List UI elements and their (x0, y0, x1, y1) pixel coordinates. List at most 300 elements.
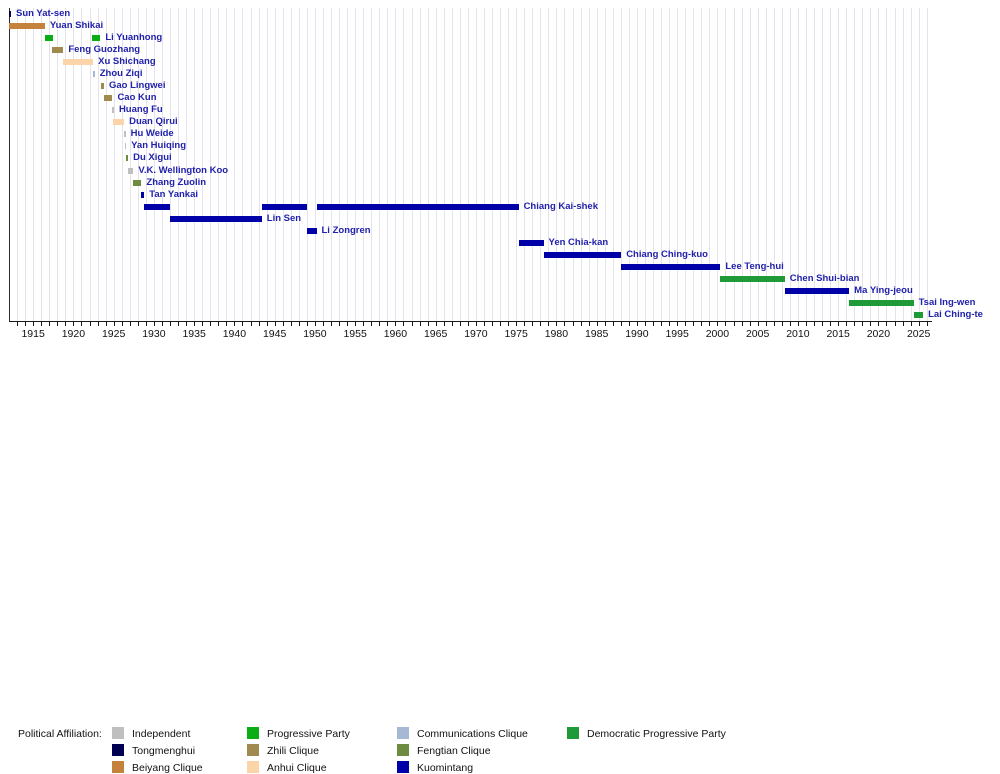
axis-tick (122, 322, 123, 326)
axis-tick (275, 322, 276, 326)
year-gridline (355, 8, 356, 321)
axis-tick (822, 322, 823, 326)
axis-tick (468, 322, 469, 326)
year-gridline (911, 8, 912, 321)
year-gridline (734, 8, 735, 321)
leader-label: Du Xigui (133, 152, 172, 164)
axis-tick (444, 322, 445, 326)
axis-tick (693, 322, 694, 326)
term-bar (307, 228, 316, 234)
axis-tick (65, 322, 66, 326)
term-bar (133, 180, 141, 186)
year-gridline (886, 8, 887, 321)
axis-tick (774, 322, 775, 326)
axis-tick-label: 1945 (262, 328, 287, 340)
term-bar (92, 35, 100, 41)
axis-tick (508, 322, 509, 326)
year-gridline (363, 8, 364, 321)
leader-label: Feng Guozhang (68, 44, 141, 56)
axis-tick (589, 322, 590, 326)
axis-tick (315, 322, 316, 326)
axis-tick (202, 322, 203, 326)
axis-tick (862, 322, 863, 326)
axis-tick (677, 322, 678, 326)
leader-label: Chiang Ching-kuo (626, 248, 708, 260)
year-gridline (613, 8, 614, 321)
axis-tick (299, 322, 300, 326)
legend-swatch-fengtian (397, 744, 409, 756)
axis-tick (476, 322, 477, 326)
year-gridline (33, 8, 34, 321)
axis-tick (854, 322, 855, 326)
axis-tick (242, 322, 243, 326)
year-gridline (49, 8, 50, 321)
year-gridline (371, 8, 372, 321)
legend-swatch-tongmenghui (112, 744, 124, 756)
term-bar (126, 155, 128, 161)
year-gridline (25, 8, 26, 321)
axis-tick (331, 322, 332, 326)
axis-tick (81, 322, 82, 326)
year-gridline (903, 8, 904, 321)
axis-tick (725, 322, 726, 326)
leader-label: Gao Lingwei (108, 80, 166, 92)
axis-tick (734, 322, 735, 326)
legend-label-dpp: Democratic Progressive Party (587, 728, 726, 740)
axis-tick (210, 322, 211, 326)
leader-label: Hu Weide (130, 128, 174, 140)
term-bar (144, 204, 169, 210)
year-gridline (387, 8, 388, 321)
axis-tick (564, 322, 565, 326)
axis-tick (146, 322, 147, 326)
year-gridline (669, 8, 670, 321)
axis-tick-label: 2010 (786, 328, 810, 340)
axis-tick (911, 322, 912, 326)
axis-tick-label: 2000 (705, 328, 730, 340)
leader-label: Duan Qirui (129, 116, 178, 128)
year-gridline (57, 8, 58, 321)
leader-label: Lin Sen (266, 212, 302, 224)
year-gridline (774, 8, 775, 321)
year-gridline (283, 8, 284, 321)
year-gridline (436, 8, 437, 321)
plot-left-border (9, 8, 10, 321)
plot-area (0, 0, 1000, 360)
axis-tick (33, 322, 34, 326)
axis-tick (516, 322, 517, 326)
year-gridline (709, 8, 710, 321)
leader-label: V.K. Wellington Koo (138, 164, 229, 176)
legend-swatch-independent (112, 727, 124, 739)
year-gridline (259, 8, 260, 321)
axis-tick-label: 1970 (464, 328, 488, 340)
axis-tick (790, 322, 791, 326)
axis-tick (291, 322, 292, 326)
year-gridline (444, 8, 445, 321)
term-bar (519, 240, 544, 246)
axis-tick (154, 322, 155, 326)
axis-tick-label: 1940 (222, 328, 247, 340)
axis-tick-label: 2025 (906, 328, 931, 340)
axis-tick-label: 1935 (182, 328, 206, 340)
year-gridline (524, 8, 525, 321)
year-gridline (267, 8, 268, 321)
axis-tick (717, 322, 718, 326)
leader-label: Chen Shui-bian (789, 272, 860, 284)
axis-tick (106, 322, 107, 326)
axis-tick-label: 1920 (61, 328, 86, 340)
axis-tick-label: 1975 (504, 328, 528, 340)
term-bar (52, 47, 63, 53)
year-gridline (927, 8, 928, 321)
axis-tick (492, 322, 493, 326)
axis-tick (621, 322, 622, 326)
term-bar (128, 168, 133, 174)
year-gridline (299, 8, 300, 321)
year-gridline (589, 8, 590, 321)
year-gridline (17, 8, 18, 321)
leader-label: Lai Ching-te (928, 308, 983, 320)
year-gridline (323, 8, 324, 321)
axis-tick-label: 2015 (826, 328, 850, 340)
legend-label-kuomintang: Kuomintang (417, 762, 474, 774)
leader-label: Li Zongren (321, 224, 371, 236)
term-bar (124, 131, 126, 137)
axis-tick (798, 322, 799, 326)
year-gridline (573, 8, 574, 321)
year-gridline (420, 8, 421, 321)
axis-tick (597, 322, 598, 326)
year-gridline (750, 8, 751, 321)
axis-tick (661, 322, 662, 326)
axis-tick (830, 322, 831, 326)
year-gridline (251, 8, 252, 321)
legend-title: Political Affiliation: (18, 728, 102, 740)
year-gridline (693, 8, 694, 321)
term-bar (9, 11, 11, 17)
axis-tick (412, 322, 413, 326)
axis-tick (838, 322, 839, 326)
year-gridline (508, 8, 509, 321)
term-bar (113, 119, 124, 125)
leader-label: Zhou Ziqi (99, 68, 143, 80)
year-gridline (347, 8, 348, 321)
axis-tick (927, 322, 928, 326)
term-bar (112, 107, 114, 113)
axis-tick (886, 322, 887, 326)
legend-swatch-progressive (247, 727, 259, 739)
axis-tick (878, 322, 879, 326)
axis-tick (259, 322, 260, 326)
axis-tick (307, 322, 308, 326)
year-gridline (460, 8, 461, 321)
term-bar (93, 71, 95, 77)
year-gridline (605, 8, 606, 321)
term-bar (63, 59, 93, 65)
term-bar (720, 276, 784, 282)
year-gridline (870, 8, 871, 321)
leader-label: Huang Fu (118, 104, 163, 116)
axis-tick (186, 322, 187, 326)
legend-label-independent: Independent (132, 728, 191, 740)
year-gridline (637, 8, 638, 321)
axis-tick (613, 322, 614, 326)
legend-label-tongmenghui: Tongmenghui (132, 745, 196, 757)
axis-tick (814, 322, 815, 326)
axis-tick-label: 2005 (745, 328, 770, 340)
axis-tick-label: 1995 (665, 328, 689, 340)
term-bar (125, 143, 127, 149)
axis-tick (234, 322, 235, 326)
axis-tick-label: 1915 (21, 328, 45, 340)
year-gridline (331, 8, 332, 321)
legend-swatch-beiyang (112, 761, 124, 773)
term-bar (914, 312, 923, 318)
term-bar (544, 252, 622, 258)
axis-tick (17, 322, 18, 326)
leader-label: Ma Ying-jeou (854, 284, 913, 296)
year-gridline (412, 8, 413, 321)
axis-tick (484, 322, 485, 326)
axis-tick (629, 322, 630, 326)
axis-tick (49, 322, 50, 326)
axis-tick (98, 322, 99, 326)
axis-tick (371, 322, 372, 326)
year-gridline (742, 8, 743, 321)
axis-tick (178, 322, 179, 326)
legend-swatch-communications (397, 727, 409, 739)
axis-tick-label: 1950 (303, 328, 327, 340)
year-gridline (428, 8, 429, 321)
axis-tick (540, 322, 541, 326)
year-gridline (621, 8, 622, 321)
axis-tick (806, 322, 807, 326)
year-gridline (548, 8, 549, 321)
term-bar (45, 35, 53, 41)
term-bar (262, 204, 307, 210)
legend-label-progressive: Progressive Party (267, 728, 350, 740)
year-gridline (895, 8, 896, 321)
axis-tick (870, 322, 871, 326)
axis-tick-label: 1955 (343, 328, 367, 340)
term-bar (141, 192, 144, 198)
year-gridline (540, 8, 541, 321)
axis-tick (653, 322, 654, 326)
axis-tick (194, 322, 195, 326)
legend-label-zhili: Zhili Clique (267, 745, 319, 757)
year-gridline (685, 8, 686, 321)
axis-tick-label: 1990 (625, 328, 649, 340)
year-gridline (339, 8, 340, 321)
axis-tick (895, 322, 896, 326)
axis-tick (701, 322, 702, 326)
axis-tick-label: 1930 (142, 328, 166, 340)
term-bar (9, 23, 45, 29)
axis-tick (436, 322, 437, 326)
year-gridline (556, 8, 557, 321)
axis-tick (90, 322, 91, 326)
axis-tick (41, 322, 42, 326)
term-bar (317, 204, 519, 210)
leader-label: Xu Shichang (98, 56, 156, 68)
legend-label-beiyang: Beiyang Clique (132, 762, 203, 774)
year-gridline (65, 8, 66, 321)
leader-label: Yuan Shikai (49, 20, 104, 32)
axis-tick (251, 322, 252, 326)
year-gridline (234, 8, 235, 321)
year-gridline (275, 8, 276, 321)
x-axis-line (9, 321, 932, 322)
legend-label-fengtian: Fengtian Clique (417, 745, 491, 757)
year-gridline (661, 8, 662, 321)
axis-tick (428, 322, 429, 326)
year-gridline (717, 8, 718, 321)
axis-tick (581, 322, 582, 326)
year-gridline (758, 8, 759, 321)
year-gridline (919, 8, 920, 321)
axis-tick (379, 322, 380, 326)
year-gridline (492, 8, 493, 321)
axis-tick (363, 322, 364, 326)
axis-tick (25, 322, 26, 326)
axis-tick (709, 322, 710, 326)
leader-label: Tan Yankai (149, 188, 198, 200)
axis-tick (170, 322, 171, 326)
year-gridline (701, 8, 702, 321)
year-gridline (532, 8, 533, 321)
axis-tick (355, 322, 356, 326)
year-gridline (782, 8, 783, 321)
legend-label-anhui: Anhui Clique (267, 762, 327, 774)
axis-tick (138, 322, 139, 326)
term-bar (104, 95, 112, 101)
year-gridline (653, 8, 654, 321)
term-bar (785, 288, 849, 294)
legend-swatch-anhui (247, 761, 259, 773)
year-gridline (581, 8, 582, 321)
axis-tick (605, 322, 606, 326)
legend (0, 360, 1000, 774)
year-gridline (403, 8, 404, 321)
year-gridline (645, 8, 646, 321)
axis-tick (403, 322, 404, 326)
year-gridline (41, 8, 42, 321)
axis-tick (387, 322, 388, 326)
year-gridline (307, 8, 308, 321)
axis-tick-label: 1960 (383, 328, 408, 340)
year-gridline (564, 8, 565, 321)
axis-tick (532, 322, 533, 326)
axis-tick-label: 1985 (584, 328, 609, 340)
year-gridline (395, 8, 396, 321)
year-gridline (766, 8, 767, 321)
year-gridline (677, 8, 678, 321)
axis-tick (782, 322, 783, 326)
year-gridline (862, 8, 863, 321)
legend-swatch-dpp (567, 727, 579, 739)
axis-tick-label: 1980 (544, 328, 569, 340)
axis-tick (162, 322, 163, 326)
axis-tick (339, 322, 340, 326)
year-gridline (242, 8, 243, 321)
year-gridline (315, 8, 316, 321)
legend-label-communications: Communications Clique (417, 728, 528, 740)
axis-tick (637, 322, 638, 326)
axis-tick (685, 322, 686, 326)
year-gridline (516, 8, 517, 321)
axis-tick-label: 1925 (101, 328, 126, 340)
axis-tick (919, 322, 920, 326)
axis-tick (548, 322, 549, 326)
axis-tick (669, 322, 670, 326)
axis-tick (556, 322, 557, 326)
leader-label: Zhang Zuolin (146, 176, 207, 188)
axis-tick (218, 322, 219, 326)
year-gridline (500, 8, 501, 321)
axis-tick (226, 322, 227, 326)
leader-label: Yen Chia-kan (548, 236, 609, 248)
axis-tick (573, 322, 574, 326)
axis-tick (903, 322, 904, 326)
axis-tick (750, 322, 751, 326)
axis-tick (347, 322, 348, 326)
leader-label: Li Yuanhong (105, 32, 163, 44)
year-gridline (452, 8, 453, 321)
term-bar (849, 300, 913, 306)
year-gridline (484, 8, 485, 321)
leader-label: Chiang Kai-shek (523, 200, 598, 212)
leader-label: Tsai Ing-wen (918, 296, 976, 308)
year-gridline (725, 8, 726, 321)
leader-label: Lee Teng-hui (725, 260, 784, 272)
axis-tick (130, 322, 131, 326)
leader-label: Cao Kun (117, 92, 157, 104)
axis-tick (452, 322, 453, 326)
axis-tick (73, 322, 74, 326)
axis-tick (267, 322, 268, 326)
axis-tick (283, 322, 284, 326)
year-gridline (468, 8, 469, 321)
axis-tick (524, 322, 525, 326)
term-bar (621, 264, 720, 270)
term-bar (170, 216, 262, 222)
year-gridline (597, 8, 598, 321)
axis-tick (114, 322, 115, 326)
year-gridline (291, 8, 292, 321)
year-gridline (878, 8, 879, 321)
year-gridline (476, 8, 477, 321)
legend-swatch-kuomintang (397, 761, 409, 773)
axis-tick (645, 322, 646, 326)
axis-tick (742, 322, 743, 326)
leader-label: Sun Yat-sen (16, 8, 71, 20)
year-gridline (629, 8, 630, 321)
leader-label: Yan Huiqing (131, 140, 187, 152)
axis-tick-label: 1965 (423, 328, 448, 340)
axis-tick (323, 322, 324, 326)
axis-tick (500, 322, 501, 326)
axis-tick (460, 322, 461, 326)
axis-tick (766, 322, 767, 326)
axis-tick (846, 322, 847, 326)
axis-tick (395, 322, 396, 326)
legend-swatch-zhili (247, 744, 259, 756)
axis-tick (57, 322, 58, 326)
axis-tick (420, 322, 421, 326)
term-bar (101, 83, 104, 89)
axis-tick (758, 322, 759, 326)
